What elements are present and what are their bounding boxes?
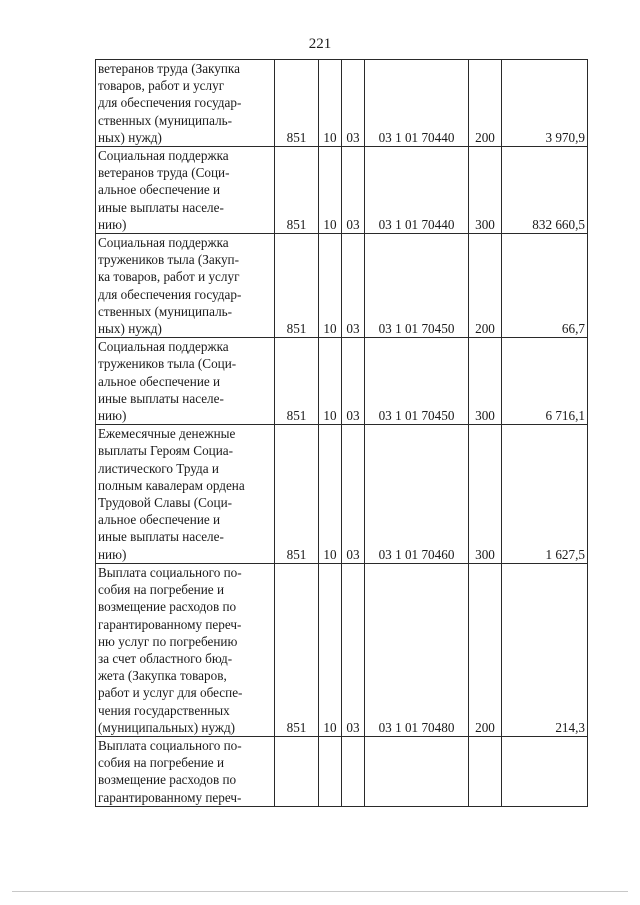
description-line: (муниципальных) нужд) (98, 719, 236, 735)
subsection-code-cell: 03 (342, 234, 365, 338)
table-row (96, 425, 588, 564)
target-article-cell: 03 1 01 70460 (365, 425, 469, 564)
description-cell (96, 563, 275, 736)
ministry-code-cell: 851 (275, 147, 319, 234)
budget-table (95, 59, 588, 807)
description-cell (96, 234, 275, 338)
description-line: ных) нужд) (98, 321, 162, 337)
description-line: альное обеспечение и (98, 512, 221, 528)
description-line: альное обеспечение и (98, 373, 221, 389)
subsection-code-cell: 03 (342, 338, 365, 425)
table-row (96, 234, 588, 338)
expense-type-cell: 300 (469, 147, 502, 234)
description-line: Социальная поддержка (98, 339, 229, 355)
description-line: Ежемесячные денежные (98, 426, 236, 442)
amount-cell: 3 970,9 (502, 60, 588, 147)
expense-type-cell: 200 (469, 234, 502, 338)
description-line: Выплата социального по- (98, 564, 242, 580)
subsection-code-cell: 03 (342, 425, 365, 564)
description-line: возмещение расходов по (98, 599, 237, 615)
section-code-cell: 10 (319, 147, 342, 234)
table-row (96, 60, 588, 147)
amount-cell: 832 660,5 (502, 147, 588, 234)
description-line: ветеранов труда (Закупка (98, 61, 240, 76)
ministry-code-cell: 851 (275, 425, 319, 564)
description-line: Социальная поддержка (98, 148, 229, 164)
table-row (96, 338, 588, 425)
amount-cell: 66,7 (502, 234, 588, 338)
description-line: ню услуг по погребению (98, 633, 238, 649)
description-line: полным кавалерам ордена (98, 477, 245, 493)
section-code-cell: 10 (319, 563, 342, 736)
section-code-cell: 10 (319, 338, 342, 425)
description-line: нию) (98, 546, 127, 562)
description-line: работ и услуг для обеспе- (98, 685, 243, 701)
description-cell (96, 338, 275, 425)
description-line: товаров, работ и услуг (98, 78, 225, 94)
description-line: ных) нужд) (98, 129, 162, 145)
ministry-code-cell (275, 736, 319, 806)
amount-cell: 1 627,5 (502, 425, 588, 564)
description-cell (96, 425, 275, 564)
description-line: ственных (муниципаль- (98, 112, 233, 128)
description-line: нию) (98, 216, 127, 232)
subsection-code-cell (342, 736, 365, 806)
ministry-code-cell: 851 (275, 563, 319, 736)
amount-cell (502, 736, 588, 806)
description-line: гарантированному переч- (98, 789, 242, 805)
expense-type-cell: 200 (469, 60, 502, 147)
description-line: ка товаров, работ и услуг (98, 269, 240, 285)
description-cell (96, 147, 275, 234)
target-article-cell: 03 1 01 70450 (365, 234, 469, 338)
ministry-code-cell: 851 (275, 60, 319, 147)
section-code-cell: 10 (319, 425, 342, 564)
target-article-cell: 03 1 01 70480 (365, 563, 469, 736)
target-article-cell: 03 1 01 70450 (365, 338, 469, 425)
description-line: ветеранов труда (Соци- (98, 165, 230, 181)
description-line: чения государственных (98, 702, 230, 718)
subsection-code-cell: 03 (342, 147, 365, 234)
table-row (96, 563, 588, 736)
description-line: выплаты Героям Социа- (98, 443, 234, 459)
description-line: для обеспечения государ- (98, 95, 242, 111)
expense-type-cell: 200 (469, 563, 502, 736)
description-line: ственных (муниципаль- (98, 303, 233, 319)
description-line: иные выплаты населе- (98, 529, 224, 545)
description-line: иные выплаты населе- (98, 390, 224, 406)
description-line: иные выплаты населе- (98, 199, 224, 215)
ministry-code-cell: 851 (275, 338, 319, 425)
description-line: альное обеспечение и (98, 182, 221, 198)
target-article-cell: 03 1 01 70440 (365, 60, 469, 147)
table-row (96, 147, 588, 234)
description-line: возмещение расходов по (98, 772, 237, 788)
table-row (96, 736, 588, 806)
description-line: Трудовой Славы (Соци- (98, 495, 233, 511)
description-line: жета (Закупка товаров, (98, 668, 227, 684)
description-line: тружеников тыла (Закуп- (98, 252, 239, 268)
description-line: Выплата социального по- (98, 737, 242, 753)
description-line: собия на погребение и (98, 582, 225, 598)
description-line: гарантированному переч- (98, 616, 242, 632)
amount-cell: 214,3 (502, 563, 588, 736)
section-code-cell: 10 (319, 60, 342, 147)
description-cell (96, 736, 275, 806)
description-cell (96, 60, 275, 147)
description-line: за счет областного бюд- (98, 650, 233, 666)
amount-cell: 6 716,1 (502, 338, 588, 425)
description-line: Социальная поддержка (98, 235, 229, 251)
expense-type-cell: 300 (469, 338, 502, 425)
expense-type-cell: 300 (469, 425, 502, 564)
ministry-code-cell: 851 (275, 234, 319, 338)
subsection-code-cell: 03 (342, 60, 365, 147)
description-line: тружеников тыла (Соци- (98, 356, 237, 372)
description-line: для обеспечения государ- (98, 286, 242, 302)
section-code-cell: 10 (319, 234, 342, 338)
scan-edge-line (12, 891, 628, 892)
target-article-cell (365, 736, 469, 806)
description-line: нию) (98, 408, 127, 424)
page-number: 221 (308, 36, 332, 52)
section-code-cell (319, 736, 342, 806)
description-line: собия на погребение и (98, 755, 225, 771)
expense-type-cell (469, 736, 502, 806)
subsection-code-cell: 03 (342, 563, 365, 736)
target-article-cell: 03 1 01 70440 (365, 147, 469, 234)
description-line: листического Труда и (98, 460, 219, 476)
